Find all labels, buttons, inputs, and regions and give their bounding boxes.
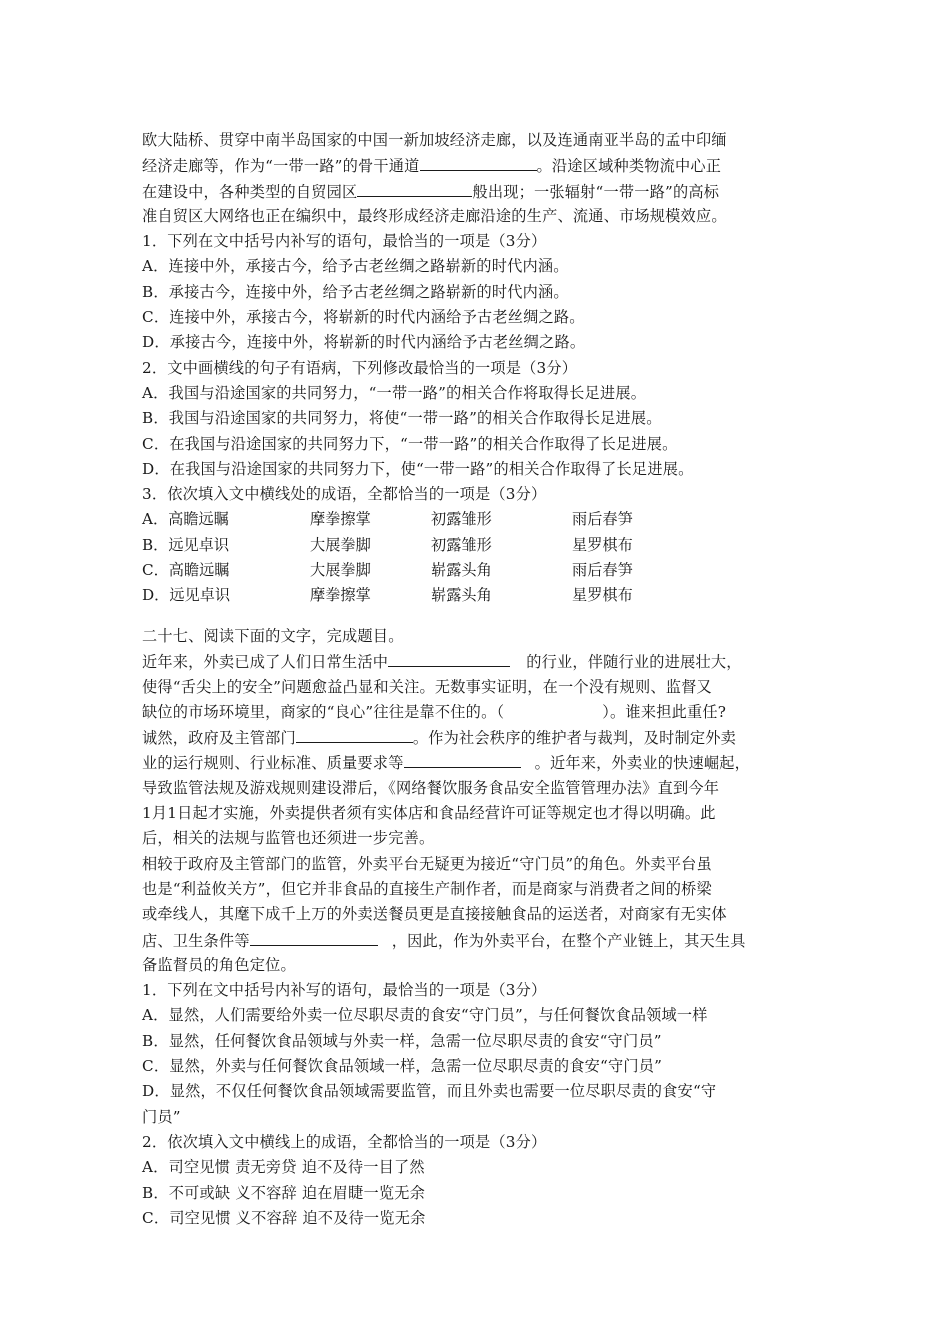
question-stem: 2．依次填入文中横线上的成语，全都恰当的一项是（3分） [142,1132,547,1151]
text: 准自贸区大网络也正在编织中，最终形成经济走廊沿途的生产、流通、市场规模效应。 [142,206,727,225]
answer-option: B．显然，任何餐饮食品领域与外卖一样，急需一位尽职尽责的食安“守门员” [142,1031,662,1050]
answer-option: D．显然，不仅任何餐饮食品领域需要监管，而且外卖也需要一位尽职尽责的食安“守 [142,1082,717,1101]
passage-line: 也是“利益攸关方”，但它并非食品的直接生产制作者，而是商家与消费者之间的桥梁 [142,879,712,898]
text: 经济走廊等，作为“一带一路”的骨干通道 [142,157,420,176]
question-stem: 1．下列在文中括号内补写的语句，最恰当的一项是（3分） [142,232,547,251]
question-stem: 3．依次填入文中横线处的成语，全都恰当的一项是（3分） [142,485,547,504]
text: 欧大陆桥、贯穿中南半岛国家的中国一新加坡经济走廊，以及连通南亚半岛的孟中印缅 [142,131,727,149]
answer-option: B．承接古今，连接中外，给予古老丝绸之路崭新的时代内涵。 [142,282,569,301]
idiom: C．高瞻远瞩 [142,561,230,580]
section-twenty-seven [142,624,822,1231]
idiom-option-row [142,507,822,532]
text: 业的运行规则、行业标准、质量要求等 [142,754,404,773]
passage-line [142,204,822,229]
text: 。近年来，外卖业的快速崛起， [534,754,751,773]
answer-option: C．在我国与沿途国家的共同努力下，“一带一路”的相关合作取得了长足进展。 [142,434,678,453]
passage-line: 或牵线人，其麾下成千上万的外卖送餐员更是直接接触食品的运送者，对商家有无实体 [142,905,727,924]
answer-option: A．我国与沿途国家的共同努力，“一带一路”的相关合作将取得长足进展。 [142,383,647,402]
passage-line [142,725,822,750]
passage-line: 使得“舌尖上的安全”问题愈益凸显和关注。无数事实证明，在一个没有规则、监督又 [142,677,712,696]
text: 店、卫生条件等 [142,931,250,950]
passage-and-questions-part-1 [142,128,822,609]
passage-line [142,179,822,204]
idiom: 初露雏形 [431,535,492,554]
answer-option: B．不可或缺 义不容辞 迫在眉睫一览无余 [142,1183,426,1202]
passage-line: 相较于政府及主管部门的监管，外卖平台无疑更为接近“守门员”的角色。外卖平台虽 [142,854,712,873]
question-stem: 2．文中画横线的句子有语病，下列修改最恰当的一项是（3分） [142,358,578,377]
text: 诚然，政府及主管部门 [142,729,296,748]
idiom: 摩拳擦掌 [310,510,371,529]
idiom: 大展拳脚 [310,535,371,554]
idiom: 初露雏形 [431,510,492,529]
text: 。作为社会秩序的维护者与裁判，及时制定外卖 [412,729,737,748]
idiom: 崭露头角 [431,561,492,580]
text: 在建设中，各种类型的自贸园区 [142,182,358,201]
idiom-option-row [142,583,822,608]
passage-line: 备监督员的角色定位。 [142,955,296,974]
idiom: 星罗棋布 [572,535,633,554]
answer-option-continuation: 门员” [142,1107,181,1126]
text: 的行业，伴随行业的进展壮大， [526,653,742,672]
answer-option: C．显然，外卖与任何餐饮食品领域一样，急需一位尽职尽责的食安“守门员” [142,1057,663,1076]
idiom: A．高瞻远瞩 [142,510,229,529]
fill-blank [388,649,510,667]
passage-line: 导致监管法规及游戏规则建设滞后，《网络餐饮服务食品安全监管管理办法》直到今年 [142,778,720,797]
answer-option: B．我国与沿途国家的共同努力，将使“一带一路”的相关合作取得长足进展。 [142,409,662,428]
text: ，因此，作为外卖平台，在整个产业链上，其天生具 [391,931,746,950]
text: 近年来，外卖已成了人们日常生活中 [142,653,389,672]
passage-line [142,700,822,725]
answer-option: C．连接中外，承接古今，将崭新的时代内涵给予古老丝绸之路。 [142,308,585,327]
answer-option: D．承接古今，连接中外，将崭新的时代内涵给予古老丝绸之路。 [142,333,586,352]
idiom: B．远见卓识 [142,535,230,554]
idiom-option-row [142,533,822,558]
answer-option: C．司空见惯 义不容辞 迫不及待一览无余 [142,1208,426,1227]
passage-line [142,128,822,153]
idiom: 大展拳脚 [310,561,371,580]
fill-blank [420,153,537,171]
question-stem: 1．下列在文中括号内补写的语句，最恰当的一项是（3分） [142,981,547,1000]
passage-line: 后，相关的法规与监管也还须进一步完善。 [142,829,435,848]
passage-line [142,153,822,178]
answer-option: A．显然，人们需要给外卖一位尽职尽责的食安“守门员”，与任何餐饮食品领域一样 [142,1006,708,1025]
idiom: D．远见卓识 [142,586,231,605]
answer-option: A．司空见惯 责无旁贷 迫不及待一目了然 [142,1158,425,1177]
idiom: 摩拳擦掌 [310,586,371,605]
passage-line: 1月1日起才实施，外卖提供者须有实体店和食品经营许可证等规定也才得以明确。此 [142,804,716,823]
idiom-option-row [142,558,822,583]
idiom: 雨后春笋 [572,510,633,529]
fill-blank [296,725,413,743]
fill-blank [404,750,521,768]
passage-line [142,750,822,775]
answer-option: A．连接中外，承接古今，给予古老丝绸之路崭新的时代内涵。 [142,257,569,276]
fill-blank [250,928,378,946]
idiom: 雨后春笋 [572,561,633,580]
text: 。沿途区域种类物流中心正 [536,157,722,176]
passage-line [142,649,822,674]
fill-blank [357,179,472,197]
answer-option: D．在我国与沿途国家的共同努力下，使“一带一路”的相关合作取得了长足进展。 [142,459,694,478]
section-heading: 二十七、阅读下面的文字，完成题目。 [142,627,404,645]
text: ）。谁来担此重任? [602,702,727,721]
idiom: 星罗棋布 [572,586,633,605]
text: 般出现；一张辐射“一带一路”的高标 [472,182,720,201]
idiom: 崭露头角 [431,586,492,605]
passage-line [142,928,822,953]
text: 缺位的市场环境里，商家的“良心”往往是靠不住的。（ [142,702,505,721]
